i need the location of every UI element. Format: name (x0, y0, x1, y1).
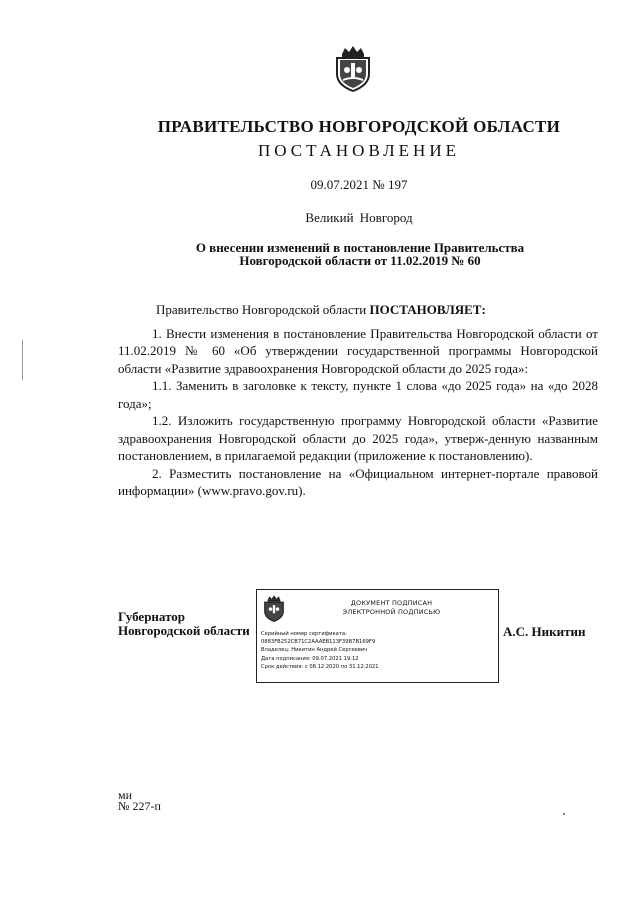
certificate-validity: Срок действия: с 08.12.2020 по 31.12.2021 (261, 663, 379, 670)
margin-scan-mark (22, 340, 23, 380)
stamp-title-line-1: ДОКУМЕНТ ПОДПИСАН (350, 599, 433, 607)
coat-of-arms-small-icon (263, 594, 285, 622)
city: Великий Новгород (305, 210, 413, 225)
signer-position-line-2: Новгородской области (118, 623, 250, 638)
subject-line-2: Новгородской области от 11.02.2019 № 60 (239, 253, 481, 268)
signer-position-line-1: Губернатор (118, 609, 186, 624)
executor-initials: ми (118, 788, 133, 802)
footer-reference (118, 790, 161, 812)
certificate-label: Серийный номер сертификата: (261, 631, 347, 637)
registration-number: № 227-п (118, 799, 161, 813)
stamp-title (287, 599, 496, 617)
clause-1: 1. Внести изменения в постановление Правительства Новгородской области от 11.02.2019 № 60 «Об утверждении государственной программы Новгородской области «Развитие здравоохранения Новгородской области до 2025 года»: (118, 325, 598, 376)
government-title: ПРАВИТЕЛЬСТВО НОВГОРОДСКОЙ ОБЛАСТИ (157, 117, 561, 136)
clause-1-1: 1.1. Заменить в заголовке к тексту, пункте 1 слова «до 2025 года» на «до 2028 года»; (118, 378, 598, 411)
stamp-details (261, 630, 496, 671)
preamble-text: Правительство Новгородской области (156, 302, 370, 317)
scan-speck (563, 813, 565, 815)
electronic-signature-stamp (256, 589, 499, 683)
preamble-resolves: ПОСТАНОВЛЯЕТ: (369, 302, 486, 317)
signer-position (118, 610, 250, 638)
document-body (118, 301, 598, 500)
document-type: ПОСТАНОВЛЕНИЕ (257, 141, 460, 160)
subject-line-1: О внесении изменений в постановление Правительства (195, 240, 525, 255)
date-and-number: 09.07.2021 № 197 (310, 177, 408, 192)
signer-name: А.С. Никитин (503, 624, 586, 639)
certificate-serial: 0883FB252CB71C2AAAEB113F39B7B169F9 (261, 639, 376, 646)
signing-date: Дата подписания: 09.07.2021 19:12 (261, 655, 359, 662)
clause-1-2: 1.2. Изложить государственную программу Новгородской области «Развитие здравоохранения Новгородской области до 2025 года», утверж-денную названным постановлением, в прилагаемой редакции (приложение к постановлению). (118, 413, 598, 463)
coat-of-arms-emblem (334, 44, 372, 92)
document-subject (160, 241, 560, 267)
clause-2: 2. Разместить постановление на «Официальном интернет-портале правовой информации» (www.pravo.gov.ru). (118, 465, 598, 498)
certificate-owner: Владелец: Никитин Андрей Сергеевич (261, 647, 368, 654)
stamp-title-line-2: ЭЛЕКТРОННОЙ ПОДПИСЬЮ (342, 608, 441, 616)
preamble (118, 301, 598, 319)
